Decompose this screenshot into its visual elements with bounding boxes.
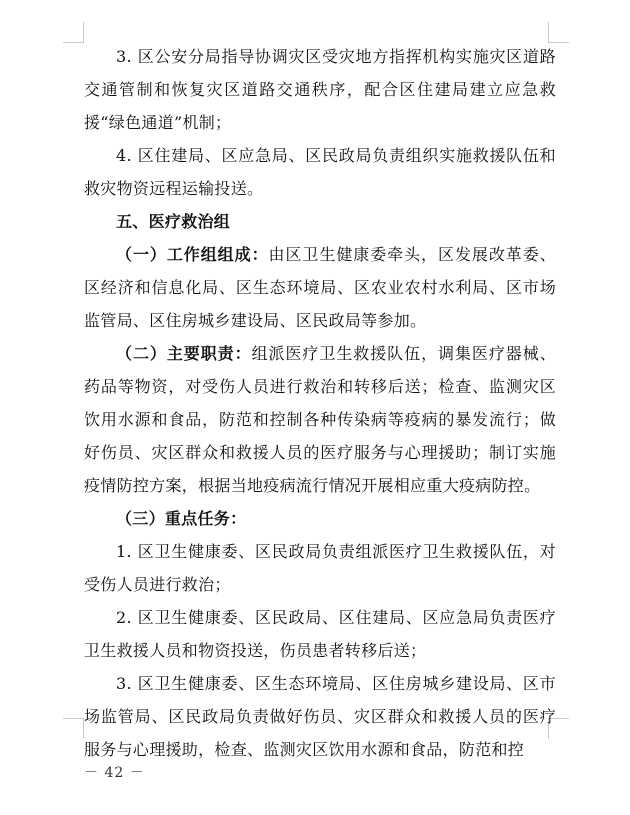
crop-mark-bottom-left	[63, 718, 84, 739]
paragraph-text: 3. 区公安分局指导协调灾区受灾地方指挥机构实施灾区道路交通管制和恢复灾区道路交通秩序，配合区住建局建立应急救援“绿色通道”机制；	[84, 47, 556, 132]
subheading-composition: （一）工作组组成：	[116, 245, 269, 264]
crop-mark-top-left	[63, 22, 84, 43]
task-item-3	[84, 667, 556, 766]
paragraph-duties	[84, 337, 556, 502]
paragraph-text: 组派医疗卫生救援队伍，调集医疗器械、药品等物资，对受伤人员进行救治和转移后送；检查、监测灾区饮用水源和食品，防范和控制各种传染病等疫病的暴发流行；做好伤员、灾区群众和救援人员的医疗服务与心理援助；制订实施疫情防控方案，根据当地疫病流行情况开展相应重大疫病防控。	[84, 344, 557, 495]
paragraph-text: 由区卫生健康委牵头，区发展改革委、区经济和信息化局、区生态环境局、区农业农村水利局、区市场监管局、区住房城乡建设局、区民政局等参加。	[84, 245, 556, 330]
paragraph-text: 2. 区卫生健康委、区民政局、区住建局、区应急局负责医疗卫生救援人员和物资投送，伤员患者转移后送；	[84, 608, 556, 660]
paragraph-text: 1. 区卫生健康委、区民政局负责组派医疗卫生救援队伍，对受伤人员进行救治；	[84, 542, 556, 594]
paragraph-text: 4. 区住建局、区应急局、区民政局负责组织实施救援队伍和救灾物资远程运输投送。	[84, 146, 556, 198]
paragraph-text: 3. 区卫生健康委、区生态环境局、区住房城乡建设局、区市场监管局、区民政局负责做好伤员、灾区群众和救援人员的医疗服务与心理援助，检查、监测灾区饮用水源和食品，防范和控	[84, 674, 556, 759]
paragraph-item-3	[84, 40, 556, 139]
task-item-1	[84, 535, 556, 601]
section-heading-medical	[84, 205, 556, 238]
subheading-key-tasks: （三）重点任务：	[116, 509, 247, 528]
page-number: － 42 －	[84, 765, 145, 781]
paragraph-composition	[84, 238, 556, 337]
section-heading: 五、医疗救治组	[116, 212, 231, 231]
subheading-duties: （二）主要职责：	[116, 344, 252, 363]
task-item-2	[84, 601, 556, 667]
paragraph-key-tasks	[84, 502, 556, 535]
body-text	[84, 40, 556, 766]
paragraph-item-4	[84, 139, 556, 205]
